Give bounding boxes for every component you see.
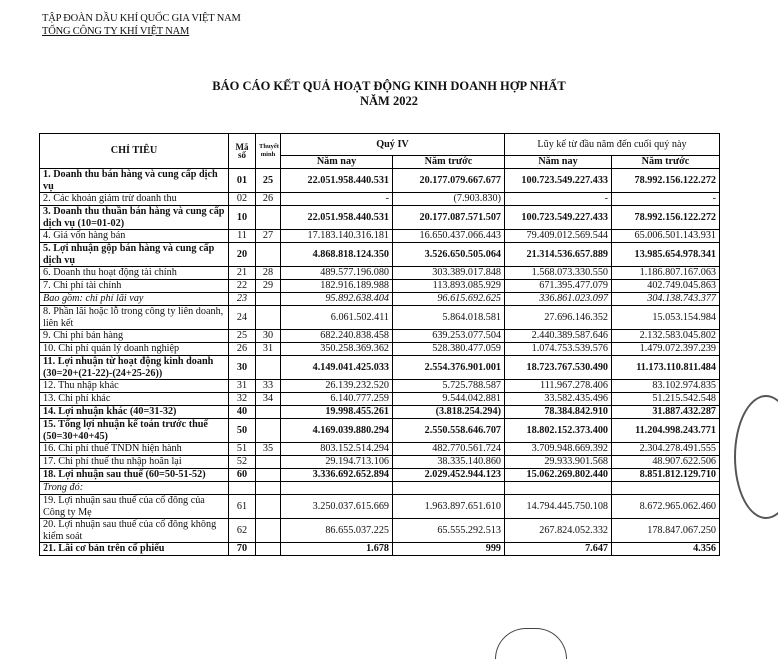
row-item-name: 2. Các khoản giảm trừ doanh thu: [40, 193, 229, 206]
row-code: 40: [229, 406, 256, 419]
row-quarter-last-year: 20.177.079.667.677: [393, 169, 505, 193]
row-quarter-last-year: (3.818.254.294): [393, 406, 505, 419]
row-ytd-last-year: 2.132.583.045.802: [612, 330, 720, 343]
table-row: [40, 293, 720, 306]
table-row: [40, 343, 720, 356]
row-quarter-this-year: 6.140.777.259: [281, 393, 393, 406]
row-quarter-this-year: 95.892.638.404: [281, 293, 393, 306]
col-quarter-header: Quý IV: [281, 134, 505, 156]
row-code: 21: [229, 267, 256, 280]
row-ytd-this-year: 100.723.549.227.433: [505, 206, 612, 230]
table-row: [40, 469, 720, 482]
row-ytd-last-year: 2.304.278.491.555: [612, 443, 720, 456]
row-quarter-this-year: 4.868.818.124.350: [281, 243, 393, 267]
row-quarter-last-year: 482.770.561.724: [393, 443, 505, 456]
row-quarter-this-year: 682.240.838.458: [281, 330, 393, 343]
row-note: 34: [256, 393, 281, 406]
row-ytd-this-year: 1.074.753.539.576: [505, 343, 612, 356]
row-item-name: 12. Thu nhập khác: [40, 380, 229, 393]
col-ytd-this-year: Năm nay: [505, 156, 612, 169]
row-ytd-this-year: 336.861.023.097: [505, 293, 612, 306]
row-quarter-last-year: 528.380.477.059: [393, 343, 505, 356]
row-code: 22: [229, 280, 256, 293]
row-code: 20: [229, 243, 256, 267]
table-row: [40, 356, 720, 380]
row-code: 52: [229, 456, 256, 469]
row-note: 33: [256, 380, 281, 393]
row-note: 30: [256, 330, 281, 343]
row-ytd-last-year: 4.356: [612, 543, 720, 556]
row-quarter-last-year: 2.029.452.944.123: [393, 469, 505, 482]
row-ytd-this-year: 100.723.549.227.433: [505, 169, 612, 193]
row-ytd-last-year: 1.479.072.397.239: [612, 343, 720, 356]
row-ytd-last-year: 178.847.067.250: [612, 519, 720, 543]
row-ytd-this-year: 29.933.901.568: [505, 456, 612, 469]
report-title: BÁO CÁO KẾT QUẢ HOẠT ĐỘNG KINH DOANH HỢP NHẤT: [212, 79, 566, 93]
row-note: [256, 456, 281, 469]
row-code: 30: [229, 356, 256, 380]
row-quarter-last-year: 96.615.692.625: [393, 293, 505, 306]
col-item-header: CHỈ TIÊU: [40, 134, 229, 169]
row-ytd-this-year: 79.409.012.569.544: [505, 230, 612, 243]
row-note: [256, 495, 281, 519]
row-code: 61: [229, 495, 256, 519]
row-quarter-this-year: 3.250.037.615.669: [281, 495, 393, 519]
row-quarter-this-year: 22.051.958.440.531: [281, 169, 393, 193]
row-note: [256, 519, 281, 543]
row-quarter-last-year: 65.555.292.513: [393, 519, 505, 543]
row-item-name: 11. Lợi nhuận từ hoạt động kinh doanh (30=20+(21-22)-(24+25-26)): [40, 356, 229, 380]
row-ytd-last-year: 65.006.501.143.931: [612, 230, 720, 243]
group-name: TẬP ĐOÀN DẦU KHÍ QUỐC GIA VIỆT NAM: [42, 13, 241, 24]
row-quarter-last-year: 639.253.077.504: [393, 330, 505, 343]
row-item-name: 6. Doanh thu hoạt động tài chính: [40, 267, 229, 280]
row-quarter-this-year: 4.149.041.425.033: [281, 356, 393, 380]
row-note: 26: [256, 193, 281, 206]
row-ytd-this-year: 7.647: [505, 543, 612, 556]
table-row: [40, 482, 720, 495]
table-row: [40, 419, 720, 443]
row-note: [256, 293, 281, 306]
row-ytd-this-year: -: [505, 193, 612, 206]
row-ytd-last-year: 51.215.542.548: [612, 393, 720, 406]
company-name: TỔNG CÔNG TY KHÍ VIỆT NAM: [42, 26, 190, 37]
row-quarter-this-year: 3.336.692.652.894: [281, 469, 393, 482]
row-ytd-this-year: 18.723.767.530.490: [505, 356, 612, 380]
row-item-name: 3. Doanh thu thuần bán hàng và cung cấp dịch vụ (10=01-02): [40, 206, 229, 230]
row-ytd-last-year: 13.985.654.978.341: [612, 243, 720, 267]
row-ytd-this-year: 21.314.536.657.889: [505, 243, 612, 267]
row-ytd-this-year: 1.568.073.330.550: [505, 267, 612, 280]
row-quarter-this-year: 350.258.369.362: [281, 343, 393, 356]
row-code: 01: [229, 169, 256, 193]
row-note: 29: [256, 280, 281, 293]
row-item-name: Bao gồm: chi phí lãi vay: [40, 293, 229, 306]
table-row: [40, 193, 720, 206]
row-code: 32: [229, 393, 256, 406]
table-row: [40, 230, 720, 243]
row-ytd-last-year: 83.102.974.835: [612, 380, 720, 393]
row-ytd-last-year: 8.672.965.062.460: [612, 495, 720, 519]
row-item-name: 14. Lợi nhuận khác (40=31-32): [40, 406, 229, 419]
row-item-name: 4. Giá vốn hàng bán: [40, 230, 229, 243]
table-row: [40, 543, 720, 556]
row-note: 28: [256, 267, 281, 280]
table-row: [40, 243, 720, 267]
row-note: [256, 482, 281, 495]
col-q-this-year: Năm nay: [281, 156, 393, 169]
row-code: 60: [229, 469, 256, 482]
row-quarter-last-year: 5.725.788.587: [393, 380, 505, 393]
row-quarter-this-year: 22.051.958.440.531: [281, 206, 393, 230]
row-item-name: 9. Chi phí bán hàng: [40, 330, 229, 343]
row-quarter-this-year: -: [281, 193, 393, 206]
row-code: 24: [229, 306, 256, 330]
table-row: [40, 169, 720, 193]
document-header: [42, 12, 241, 38]
row-quarter-this-year: 19.998.455.261: [281, 406, 393, 419]
row-ytd-this-year: 14.794.445.750.108: [505, 495, 612, 519]
row-note: 25: [256, 169, 281, 193]
row-quarter-this-year: 803.152.514.294: [281, 443, 393, 456]
row-item-name: 5. Lợi nhuận gộp bán hàng và cung cấp dịch vụ: [40, 243, 229, 267]
row-quarter-last-year: 1.963.897.651.610: [393, 495, 505, 519]
row-code: 31: [229, 380, 256, 393]
row-item-name: 16. Chi phí thuế TNDN hiện hành: [40, 443, 229, 456]
row-ytd-last-year: 11.173.110.811.484: [612, 356, 720, 380]
row-note: [256, 206, 281, 230]
table-row: [40, 406, 720, 419]
row-quarter-this-year: 86.655.037.225: [281, 519, 393, 543]
row-quarter-last-year: (7.903.830): [393, 193, 505, 206]
row-ytd-last-year: 31.887.432.287: [612, 406, 720, 419]
row-quarter-this-year: 26.139.232.520: [281, 380, 393, 393]
row-quarter-this-year: 6.061.502.411: [281, 306, 393, 330]
col-q-last-year: Năm trước: [393, 156, 505, 169]
row-quarter-this-year: 182.916.189.988: [281, 280, 393, 293]
row-code: 50: [229, 419, 256, 443]
table-row: [40, 206, 720, 230]
row-code: 23: [229, 293, 256, 306]
row-quarter-last-year: 999: [393, 543, 505, 556]
row-code: [229, 482, 256, 495]
table-row: [40, 280, 720, 293]
table-row: [40, 380, 720, 393]
row-quarter-this-year: 489.577.196.080: [281, 267, 393, 280]
row-quarter-last-year: [393, 482, 505, 495]
col-ytd-header: Lũy kế từ đầu năm đến cuối quý này: [505, 134, 720, 156]
row-quarter-last-year: 9.544.042.881: [393, 393, 505, 406]
row-ytd-this-year: 671.395.477.079: [505, 280, 612, 293]
row-quarter-this-year: 1.678: [281, 543, 393, 556]
col-ytd-last-year: Năm trước: [612, 156, 720, 169]
row-quarter-last-year: 3.526.650.505.064: [393, 243, 505, 267]
row-code: 11: [229, 230, 256, 243]
table-row: [40, 267, 720, 280]
row-item-name: 1. Doanh thu bán hàng và cung cấp dịch vụ: [40, 169, 229, 193]
row-ytd-this-year: 267.824.052.332: [505, 519, 612, 543]
row-item-name: 8. Phần lãi hoặc lỗ trong công ty liên doanh, liên kết: [40, 306, 229, 330]
row-ytd-last-year: [612, 482, 720, 495]
col-note-header: Thuyết minh: [256, 134, 281, 169]
row-quarter-last-year: 20.177.087.571.507: [393, 206, 505, 230]
row-quarter-last-year: 2.550.558.646.707: [393, 419, 505, 443]
row-code: 02: [229, 193, 256, 206]
row-ytd-last-year: 11.204.998.243.771: [612, 419, 720, 443]
row-ytd-last-year: 78.992.156.122.272: [612, 169, 720, 193]
row-note: [256, 356, 281, 380]
row-item-name: 17. Chi phí thuế thu nhập hoãn lại: [40, 456, 229, 469]
row-item-name: 7. Chi phí tài chính: [40, 280, 229, 293]
row-note: [256, 406, 281, 419]
row-code: 26: [229, 343, 256, 356]
row-ytd-this-year: 78.384.842.910: [505, 406, 612, 419]
row-ytd-this-year: 3.709.948.669.392: [505, 443, 612, 456]
income-statement-table: [39, 133, 720, 556]
row-note: 31: [256, 343, 281, 356]
row-quarter-this-year: [281, 482, 393, 495]
row-code: 51: [229, 443, 256, 456]
row-ytd-last-year: 78.992.156.122.272: [612, 206, 720, 230]
row-ytd-this-year: 15.062.269.802.440: [505, 469, 612, 482]
row-quarter-last-year: 2.554.376.901.001: [393, 356, 505, 380]
seal-stamp-bottom: [495, 628, 567, 659]
row-ytd-last-year: 1.186.807.167.063: [612, 267, 720, 280]
row-item-name: Trong đó:: [40, 482, 229, 495]
row-ytd-this-year: [505, 482, 612, 495]
report-period: NĂM 2022: [360, 94, 418, 108]
row-note: [256, 243, 281, 267]
table-row: [40, 456, 720, 469]
row-ytd-this-year: 18.802.152.373.400: [505, 419, 612, 443]
row-code: 70: [229, 543, 256, 556]
row-item-name: 19. Lợi nhuận sau thuế của cổ đông của Công ty Mẹ: [40, 495, 229, 519]
row-quarter-last-year: 5.864.018.581: [393, 306, 505, 330]
row-note: [256, 419, 281, 443]
row-ytd-last-year: 15.053.154.984: [612, 306, 720, 330]
row-code: 62: [229, 519, 256, 543]
row-item-name: 20. Lợi nhuận sau thuế của cổ đông không kiểm soát: [40, 519, 229, 543]
row-quarter-this-year: 29.194.713.106: [281, 456, 393, 469]
table-row: [40, 519, 720, 543]
row-item-name: 18. Lợi nhuận sau thuế (60=50-51-52): [40, 469, 229, 482]
row-ytd-last-year: 402.749.045.863: [612, 280, 720, 293]
row-ytd-this-year: 33.582.435.496: [505, 393, 612, 406]
row-note: [256, 543, 281, 556]
table-row: [40, 306, 720, 330]
row-quarter-this-year: 17.183.140.316.181: [281, 230, 393, 243]
table-row: [40, 443, 720, 456]
table-row: [40, 393, 720, 406]
row-item-name: 10. Chi phí quản lý doanh nghiệp: [40, 343, 229, 356]
row-ytd-last-year: 304.138.743.377: [612, 293, 720, 306]
row-ytd-last-year: -: [612, 193, 720, 206]
row-quarter-last-year: 16.650.437.066.443: [393, 230, 505, 243]
table-row: [40, 330, 720, 343]
row-ytd-this-year: 2.440.389.587.646: [505, 330, 612, 343]
row-item-name: 15. Tổng lợi nhuận kế toán trước thuế (50=30+40+45): [40, 419, 229, 443]
row-ytd-last-year: 8.851.812.129.710: [612, 469, 720, 482]
row-note: [256, 469, 281, 482]
row-quarter-last-year: 38.335.140.860: [393, 456, 505, 469]
row-code: 25: [229, 330, 256, 343]
row-note: 35: [256, 443, 281, 456]
col-code-header: Mã số: [229, 134, 256, 169]
row-note: 27: [256, 230, 281, 243]
row-item-name: 21. Lãi cơ bản trên cổ phiếu: [40, 543, 229, 556]
row-quarter-last-year: 113.893.085.929: [393, 280, 505, 293]
row-quarter-last-year: 303.389.017.848: [393, 267, 505, 280]
row-quarter-this-year: 4.169.039.880.294: [281, 419, 393, 443]
row-ytd-this-year: 111.967.278.406: [505, 380, 612, 393]
row-ytd-this-year: 27.696.146.352: [505, 306, 612, 330]
seal-stamp-right: [734, 395, 778, 519]
row-note: [256, 306, 281, 330]
row-ytd-last-year: 48.907.622.506: [612, 456, 720, 469]
table-row: [40, 495, 720, 519]
row-item-name: 13. Chi phí khác: [40, 393, 229, 406]
row-code: 10: [229, 206, 256, 230]
